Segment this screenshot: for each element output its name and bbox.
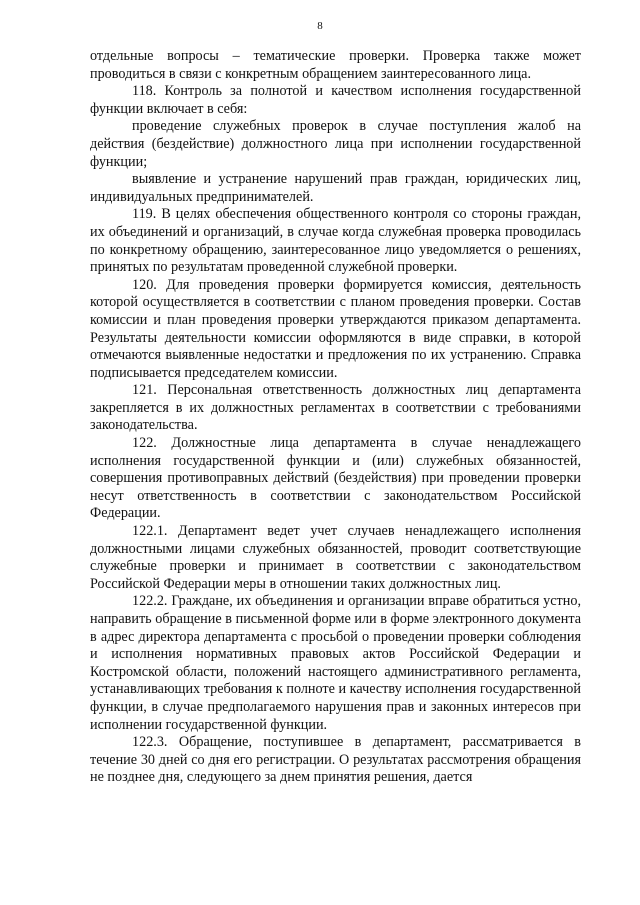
- paragraph-122: 122. Должностные лица департамента в случае ненадлежащего исполнения государственной функции и (или) служебных обязанностей, совершения противоправных действий (бездействия) при проведении проверки несут ответственность в соответствии с законодательством Российской Федерации.: [90, 435, 581, 522]
- paragraph-continuation: отдельные вопросы – тематические проверки. Проверка также может проводиться в связи с конкретным обращением заинтересованного лица.: [90, 48, 581, 82]
- page-number: 8: [317, 20, 323, 32]
- paragraph-118-item-2: выявление и устранение нарушений прав граждан, юридических лиц, индивидуальных предпринимателей.: [90, 171, 581, 205]
- paragraph-119: 119. В целях обеспечения общественного контроля со стороны граждан, их объединений и организаций, в случае когда служебная проверка проводилась по конкретному обращению, заинтересованное лицо уведомляется о решениях, принятых по результатам проведенной служебной проверки.: [90, 206, 581, 276]
- paragraph-122-1: 122.1. Департамент ведет учет случаев ненадлежащего исполнения должностными лицами служебных обязанностей, проводит соответствующие служебные проверки и принимает в соответствии с законодательством Российской Федерации меры в отношении таких должностных лиц.: [90, 523, 581, 592]
- paragraph-122-2: 122.2. Граждане, их объединения и организации вправе обратиться устно, направить обращение в письменной форме или в форме электронного документа в адрес директора департамента с просьбой о проведении проверки соблюдения и исполнения нормативных правовых актов Российской Федерации и Костромской области, положений настоящего административного регламента, устанавливающих требования к полноте и качеству исполнения государственной функции, в случае предполагаемого нарушения прав и законных интересов при исполнении государственной функции.: [90, 593, 581, 733]
- paragraph-118: 118. Контроль за полнотой и качеством исполнения государственной функции включает в себя:: [90, 83, 581, 117]
- paragraph-118-item-1: проведение служебных проверок в случае поступления жалоб на действия (бездействие) должностного лица при исполнении государственной функции;: [90, 118, 581, 170]
- paragraph-120: 120. Для проведения проверки формируется комиссия, деятельность которой осуществляется в соответствии с планом проведения проверки. Состав комиссии и план проведения проверки утверждаются приказом департамента. Результаты деятельности комиссии оформляются в виде справки, в которой отмечаются выявленные недостатки и предложения по их устранению. Справка подписывается председателем комиссии.: [90, 276, 581, 381]
- paragraph-121: 121. Персональная ответственность должностных лиц департамента закрепляется в их должностных регламентах в соответствии с требованиями законодательства.: [90, 382, 581, 434]
- document-body: [90, 48, 581, 787]
- paragraph-122-3: 122.3. Обращение, поступившее в департамент, рассматривается в течение 30 дней со дня его регистрации. О результатах рассмотрения обращения не позднее дня, следующего за днем принятия решения, дается: [90, 734, 581, 786]
